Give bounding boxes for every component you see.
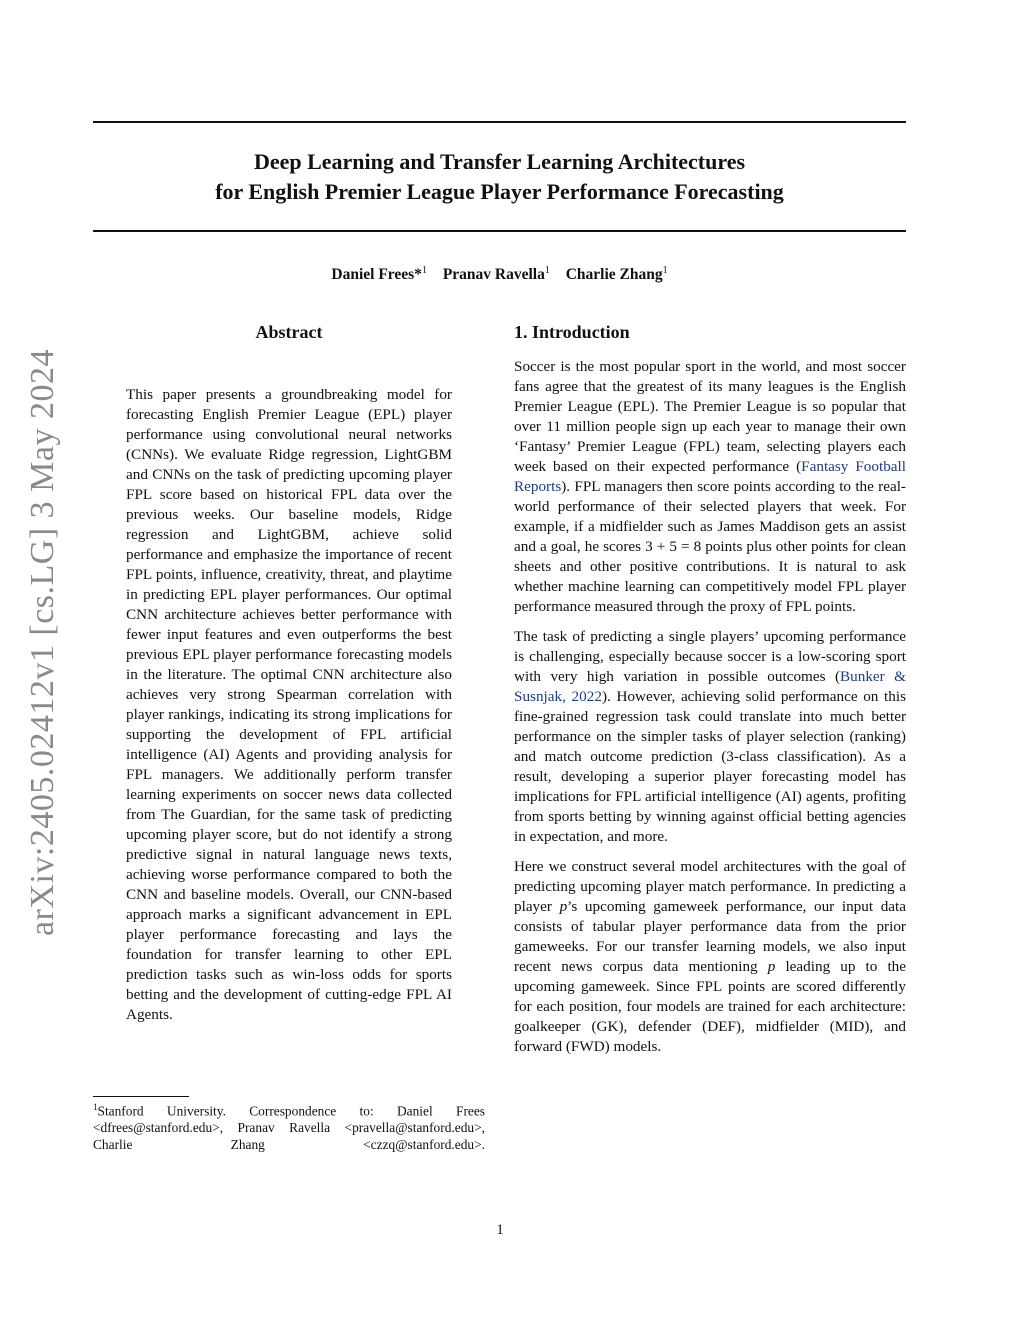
section-heading-introduction: 1. Introduction: [514, 322, 630, 342]
intro-paragraph: The task of predicting a single players’ upcoming performance is challenging, especially because soccer is a low-scoring sport with very high variation in possible outcomes (Bunker & Susnjak, 2022). However, achieving solid performance on this fine-grained regression task could translate into much better performance on the simpler tasks of player selection (ranking) and match outcome prediction (3-class classification). As a result, developing a superior player forecasting model has implications for FPL artificial intelligence (AI) agents, profiting from sports betting by winning against official betting agencies in expectation, and more.: [514, 628, 906, 845]
introduction-body: [514, 357, 906, 1067]
citation-link[interactable]: Bunker & Susnjak, 2022: [514, 668, 906, 705]
title-bottom-rule: [93, 230, 906, 232]
footnote-text: Stanford University. Correspondence to: Daniel Frees <dfrees@stanford.edu>, Pranav Ravella <pravella@stanford.edu>, Charlie Zhang <czzq@stanford.edu>.: [93, 1103, 485, 1153]
footnote-mark: 1: [93, 1102, 98, 1112]
author-name: Charlie Zhang: [565, 266, 663, 284]
footnote-rule: [93, 1096, 189, 1097]
page-number: 1: [496, 1222, 504, 1238]
author-name: Daniel Frees*: [331, 266, 422, 284]
math-variable: p: [767, 958, 776, 975]
footnote: [93, 1099, 485, 1153]
intro-paragraph: Here we construct several model architectures with the goal of predicting upcoming player match performance. In predicting a player p’s upcoming gameweek performance, our input data consists of tabular player performance data from the prior gameweeks. For our transfer learning models, we also input recent news corpus data mentioning p leading up to the upcoming gameweek. Since FPL points are scored differently for each position, four models are trained for each architecture: goalkeeper (GK), defender (DEF), midfielder (MID), and forward (FWD) models.: [514, 858, 907, 1055]
author-name: Pranav Ravella: [442, 266, 545, 284]
paper-title: [93, 147, 906, 207]
arxiv-identifier: arXiv:2405.02412v1 [cs.LG] 3 May 2024: [24, 349, 61, 936]
author-affiliation-mark: 1: [421, 265, 427, 276]
title-line-2: for English Premier League Player Performance Forecasting: [215, 179, 784, 204]
math-variable: p: [559, 898, 568, 915]
abstract-heading: Abstract: [255, 322, 323, 342]
title-line-1: Deep Learning and Transfer Learning Architectures: [253, 149, 746, 174]
abstract-body: This paper presents a groundbreaking model for forecasting English Premier League (EPL) player performance using convolutional neural networks (CNNs). We evaluate Ridge regression, LightGBM and CNNs on the task of predicting upcoming player FPL score based on historical FPL data over the previous weeks. Our baseline models, Ridge regression and LightGBM, achieve solid performance and emphasize the importance of recent FPL points, influence, creativity, threat, and playtime in predicting EPL player performances. Our optimal CNN architecture achieves better performance with fewer input features and even outperforms the best previous EPL player performance forecasting models in the literature. The optimal CNN architecture also achieves very strong Spearman correlation with player rankings, indicating its strong implications for supporting the development of FPL artificial intelligence (AI) Agents and providing analysis for FPL managers. We additionally perform transfer learning experiments on soccer news data collected from The Guardian, for the same task of predicting upcoming player score, but do not identify a strong predictive signal in natural language news texts, achieving worse performance compared to both the CNN and baseline models. Overall, our CNN-based approach marks a significant advancement in EPL player performance forecasting and lays the foundation for transfer learning to other EPL prediction tasks such as win-loss odds for sports betting and the development of cutting-edge FPL AI Agents.: [126, 386, 452, 1023]
author-affiliation-mark: 1: [662, 265, 668, 276]
author-list: [93, 265, 906, 284]
intro-paragraph: Soccer is the most popular sport in the world, and most soccer fans agree that the greatest of its many leagues is the English Premier League (EPL). The Premier League is so popular that over 11 million people sign up each year to manage their own ‘Fantasy’ Premier League (FPL) team, selecting players each week based on their expected performance (Fantasy Football Reports). FPL managers then score points according to the real-world performance of their selected players that week. For example, if a midfielder such as James Maddison gets an assist and a goal, he scores 3 + 5 = 8 points plus other points for clean sheets and other positive contributions. It is natural to ask whether machine learning can competitively model FPL player performance measured through the proxy of FPL points.: [514, 358, 906, 615]
arxiv-sidebar-stamp: [18, 349, 68, 936]
citation-link[interactable]: Fantasy Football Reports: [514, 458, 906, 495]
author-affiliation-mark: 1: [544, 265, 550, 276]
title-top-rule: [93, 121, 906, 123]
